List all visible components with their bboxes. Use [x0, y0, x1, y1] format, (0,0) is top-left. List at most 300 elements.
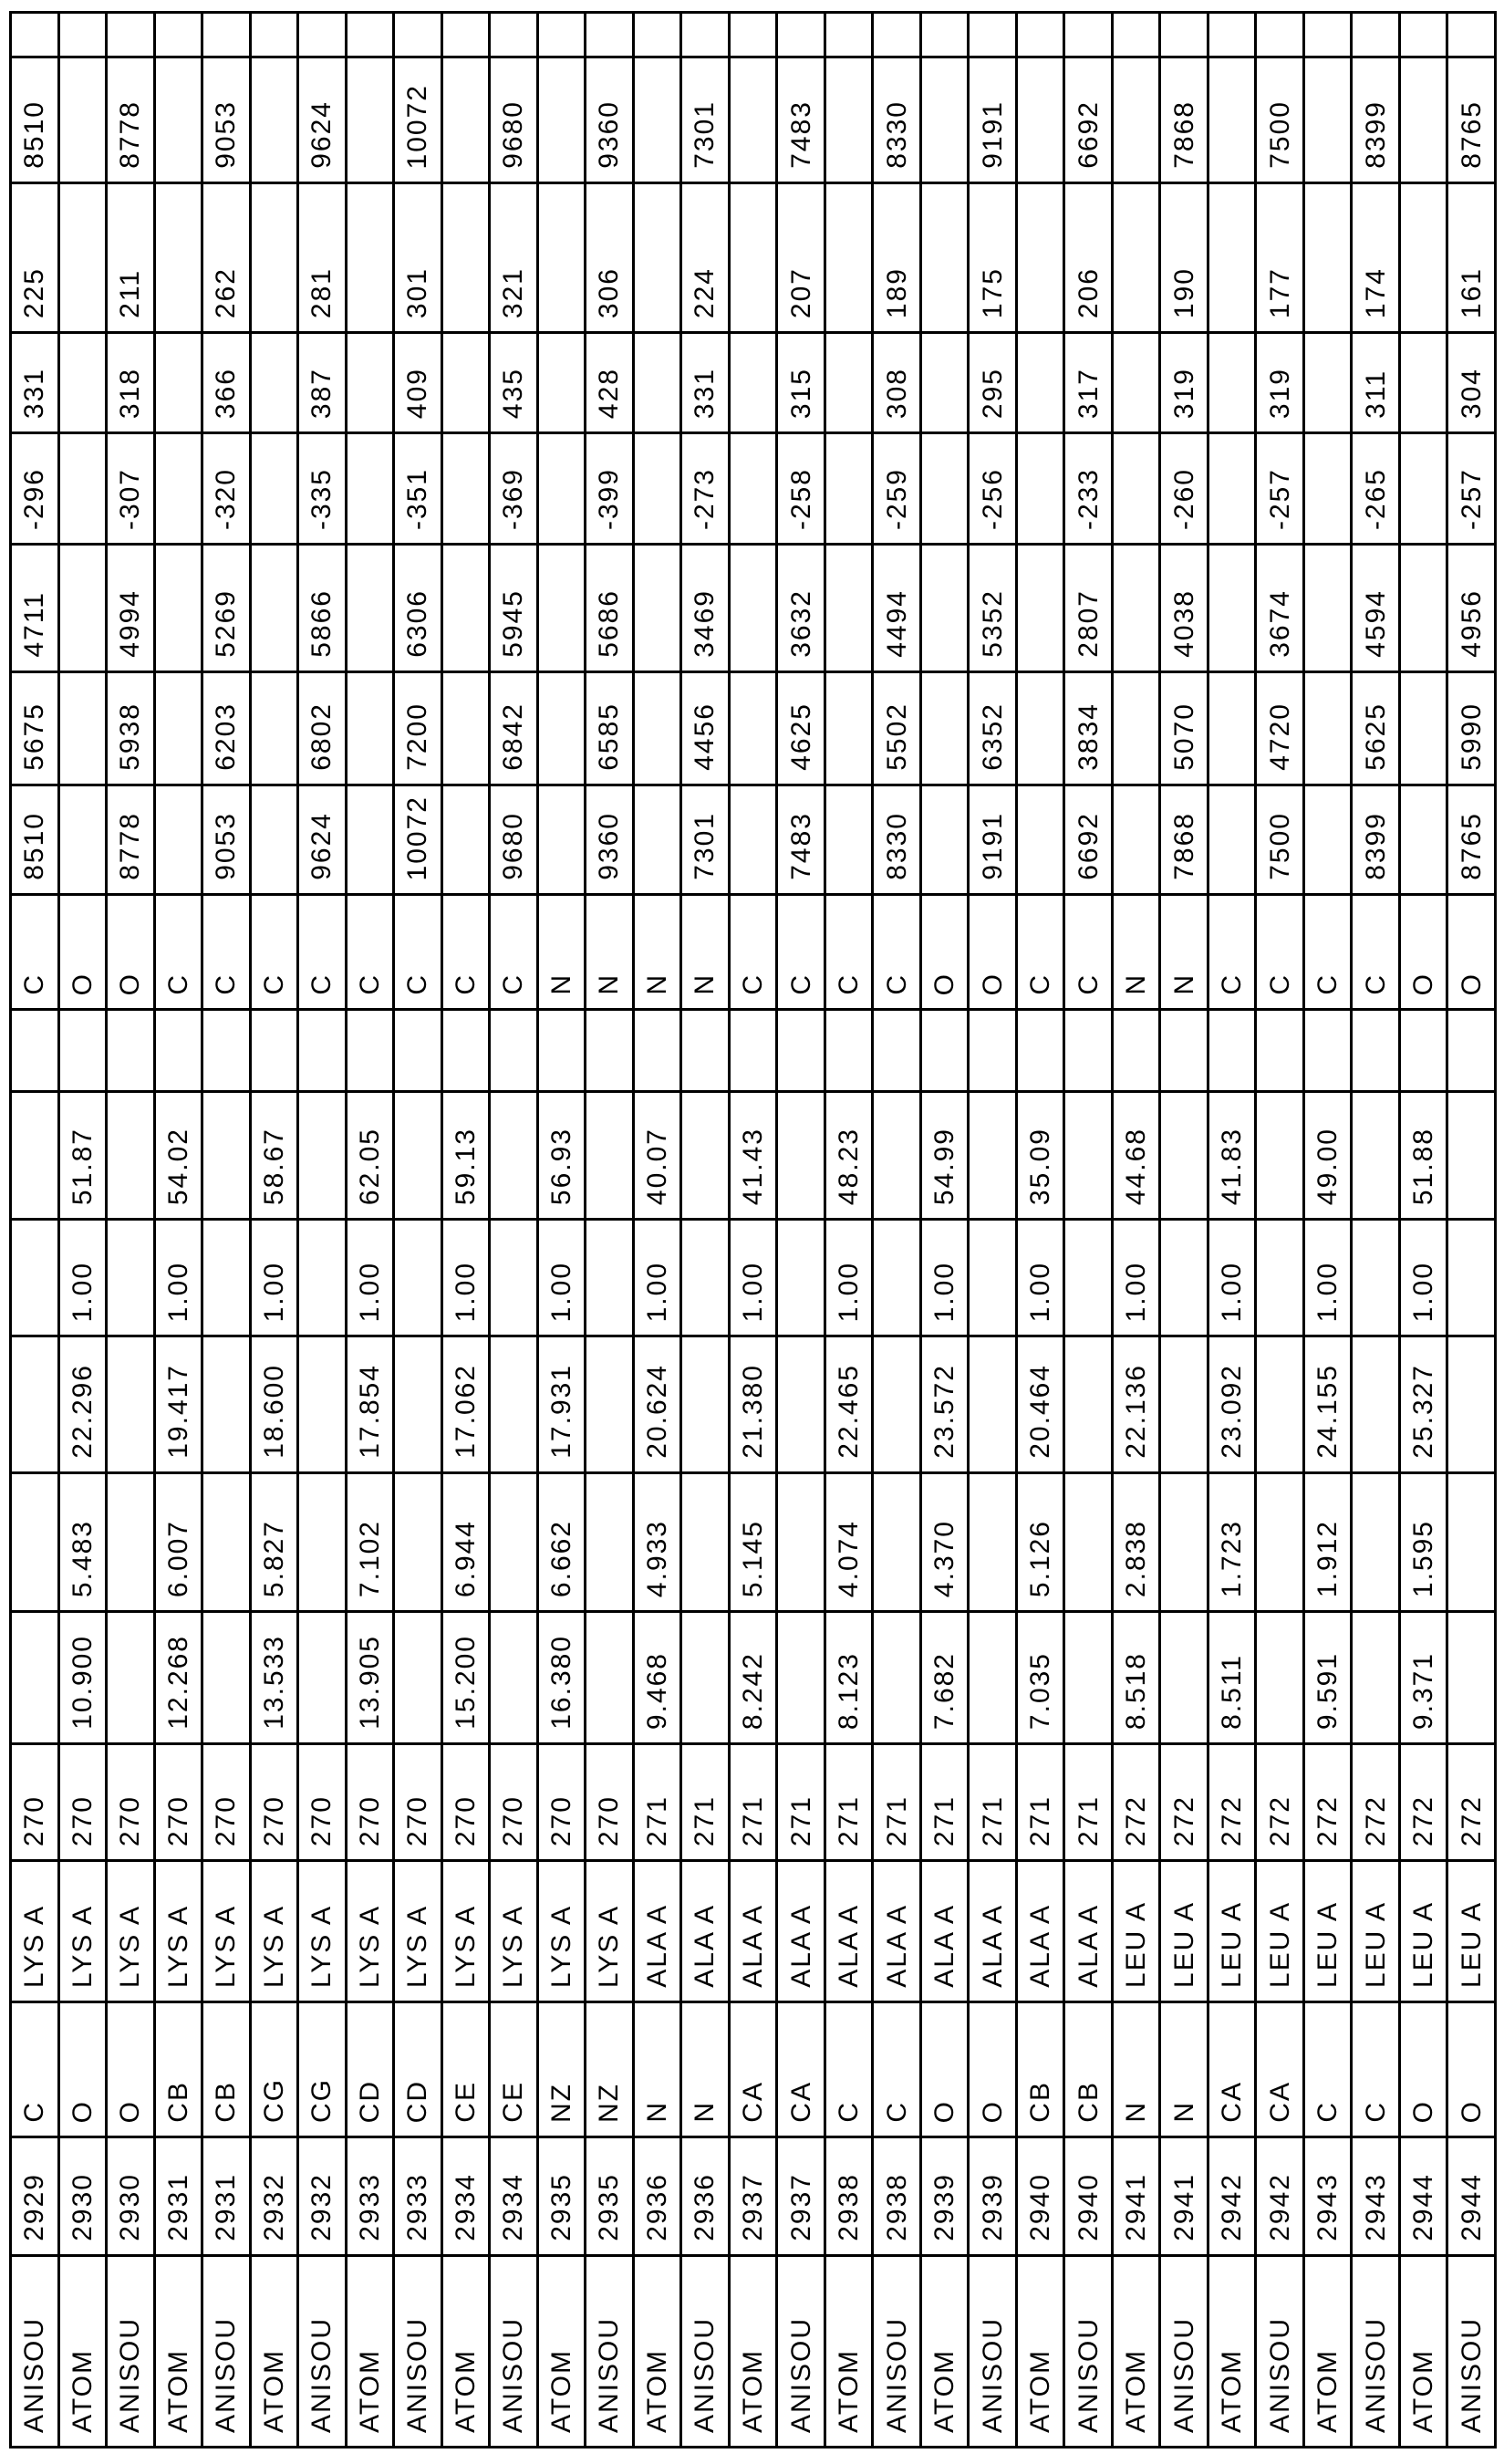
- table-cell: [1302, 786, 1351, 893]
- table-cell: [1207, 1093, 1255, 1218]
- cell-text: 2944: [1456, 2173, 1487, 2241]
- table-cell: [12, 2138, 57, 2254]
- cell-text: 41.83: [1217, 1127, 1248, 1205]
- cell-text: O: [115, 2099, 146, 2123]
- table-cell: [201, 1011, 249, 1090]
- cell-text: O: [67, 2099, 98, 2123]
- table-cell: [392, 1474, 441, 1610]
- cell-text: 5070: [1168, 702, 1199, 771]
- table-cell: [1350, 184, 1398, 331]
- cell-text: LYS A: [498, 1904, 529, 1988]
- table-cell: [1207, 1613, 1255, 1742]
- cell-text: -257: [1264, 467, 1295, 530]
- cell-text: LEU A: [1217, 1900, 1248, 1988]
- table-cell: [824, 2257, 872, 2446]
- table-cell: [1015, 1011, 1063, 1090]
- cell-text: 6.662: [545, 1519, 576, 1597]
- table-cell: [1446, 334, 1494, 431]
- cell-text: 6692: [1073, 812, 1104, 880]
- table-cell: [1398, 2003, 1447, 2136]
- table-cell: [105, 14, 153, 56]
- cell-text: LEU A: [1408, 1900, 1439, 1988]
- table-cell: [1063, 1474, 1111, 1610]
- table-cell: [57, 896, 106, 1008]
- table-cell: [1302, 673, 1351, 784]
- table-cell: [1063, 546, 1111, 671]
- table-cell: [824, 1337, 872, 1471]
- table-cell: [824, 1862, 872, 2001]
- cell-text: 2941: [1168, 2173, 1199, 2241]
- table-cell: [728, 1011, 776, 1090]
- cell-text: 270: [450, 1794, 481, 1846]
- table-cell: [679, 1337, 728, 1471]
- cell-text: 174: [1360, 266, 1391, 318]
- table-cell: [1398, 546, 1447, 671]
- table-cell: [249, 786, 297, 893]
- cell-text: 4994: [115, 589, 146, 658]
- cell-text: -265: [1360, 467, 1391, 530]
- table-cell: [488, 14, 536, 56]
- cell-text: ATOM: [67, 2349, 98, 2433]
- cell-text: 4.933: [641, 1519, 672, 1597]
- table-cell: [345, 334, 393, 431]
- table-cell: [1350, 1337, 1398, 1471]
- table-cell: [1158, 546, 1207, 671]
- table-cell: [632, 2003, 680, 2136]
- table-cell: [345, 1613, 393, 1742]
- table-cell: [57, 14, 106, 56]
- table-cell: [1207, 2003, 1255, 2136]
- table-cell: [1015, 58, 1063, 182]
- table-cell: [632, 1474, 680, 1610]
- table-cell: [1158, 14, 1207, 56]
- table-cell: [12, 673, 57, 784]
- cell-text: 6203: [211, 702, 242, 771]
- cell-text: 2935: [545, 2173, 576, 2241]
- table-cell: [296, 2003, 345, 2136]
- cell-text: 41.43: [737, 1127, 768, 1205]
- cell-text: 9360: [594, 812, 625, 880]
- table-cell: [153, 58, 202, 182]
- table-cell: [824, 1474, 872, 1610]
- table-cell: [153, 1862, 202, 2001]
- table-cell: [296, 58, 345, 182]
- cell-text: -320: [211, 467, 242, 530]
- cell-text: 5686: [594, 589, 625, 658]
- table-cell: [584, 896, 632, 1008]
- cell-text: CA: [1264, 2081, 1295, 2123]
- cell-text: 9.371: [1408, 1651, 1439, 1730]
- cell-text: C: [1217, 973, 1248, 995]
- table-cell: [201, 896, 249, 1008]
- cell-text: ATOM: [1408, 2349, 1439, 2433]
- cell-text: LYS A: [450, 1904, 481, 1988]
- table-cell: [824, 2003, 872, 2136]
- table-cell: [1207, 673, 1255, 784]
- table-cell: [728, 673, 776, 784]
- table-cell: [728, 58, 776, 182]
- cell-text: ANISOU: [785, 2316, 816, 2433]
- table-cell: [1446, 1745, 1494, 1859]
- table-cell: [105, 546, 153, 671]
- table-cell: [584, 1011, 632, 1090]
- cell-text: ATOM: [258, 2349, 289, 2433]
- table-cell: [1063, 184, 1111, 331]
- table-cell: [967, 2138, 1015, 2254]
- table-cell: [536, 58, 585, 182]
- cell-text: 262: [211, 266, 242, 318]
- cell-text: 175: [977, 266, 1008, 318]
- table-cell: [1207, 1337, 1255, 1471]
- table-cell: [57, 2138, 106, 2254]
- table-cell: [12, 786, 57, 893]
- table-cell: [584, 2257, 632, 2446]
- table-cell: [1015, 1474, 1063, 1610]
- table-cell: [153, 2003, 202, 2136]
- cell-text: 9624: [306, 812, 337, 880]
- cell-text: -369: [498, 467, 529, 530]
- table-cell: [1398, 334, 1447, 431]
- cell-text: 8330: [881, 100, 912, 169]
- cell-text: 59.13: [450, 1127, 481, 1205]
- cell-text: 271: [1025, 1794, 1056, 1846]
- table-cell: [679, 786, 728, 893]
- cell-text: ATOM: [1217, 2349, 1248, 2433]
- table-cell: [1446, 1093, 1494, 1218]
- cell-text: CB: [211, 2081, 242, 2123]
- table-cell: [871, 434, 919, 543]
- table-cell: [1254, 2257, 1302, 2446]
- table-cell: [584, 334, 632, 431]
- table-cell: [584, 1613, 632, 1742]
- cell-text: 2941: [1121, 2173, 1152, 2241]
- table-cell: [441, 786, 489, 893]
- table-cell: [536, 1093, 585, 1218]
- cell-text: 9053: [211, 812, 242, 880]
- cell-text: 319: [1168, 367, 1199, 419]
- cell-text: 13.533: [258, 1635, 289, 1730]
- cell-text: 4038: [1168, 589, 1199, 658]
- table-cell: [1398, 2257, 1447, 2446]
- cell-text: 1.00: [929, 1261, 960, 1322]
- cell-text: 8330: [881, 812, 912, 880]
- table-cell: [871, 1337, 919, 1471]
- cell-text: ATOM: [641, 2349, 672, 2433]
- cell-text: 1.912: [1312, 1519, 1343, 1597]
- table-cell: [536, 2257, 585, 2446]
- cell-text: C: [785, 973, 816, 995]
- table-cell: [728, 334, 776, 431]
- cell-text: 7500: [1264, 100, 1295, 169]
- cell-text: -258: [785, 467, 816, 530]
- cell-text: -296: [19, 467, 50, 530]
- table-cell: [919, 1745, 968, 1859]
- table-cell: [392, 786, 441, 893]
- cell-text: LEU A: [1264, 1900, 1295, 1988]
- cell-text: 51.87: [67, 1127, 98, 1205]
- table-cell: [296, 184, 345, 331]
- table-cell: [632, 1011, 680, 1090]
- table-cell: [1111, 434, 1159, 543]
- cell-text: 17.854: [354, 1364, 385, 1459]
- cell-text: 3834: [1073, 702, 1104, 771]
- table-cell: [775, 1474, 824, 1610]
- table-cell: [536, 1221, 585, 1335]
- table-cell: [296, 896, 345, 1008]
- cell-text: 9.591: [1312, 1651, 1343, 1730]
- table-cell: [584, 58, 632, 182]
- cell-text: C: [354, 973, 385, 995]
- table-cell: [824, 1221, 872, 1335]
- table-cell: [296, 2257, 345, 2446]
- cell-text: 270: [498, 1794, 529, 1846]
- table-cell: [392, 2003, 441, 2136]
- table-cell: [57, 1862, 106, 2001]
- cell-text: ANISOU: [402, 2316, 433, 2433]
- table-cell: [1111, 58, 1159, 182]
- table-cell: [392, 1745, 441, 1859]
- table-row-residue: [12, 1859, 1494, 2001]
- cell-text: O: [977, 2099, 1008, 2123]
- table-cell: [1015, 2257, 1063, 2446]
- cell-text: 44.68: [1121, 1127, 1152, 1205]
- table-cell: [441, 14, 489, 56]
- cell-text: 319: [1264, 367, 1295, 419]
- table-cell: [1063, 1862, 1111, 2001]
- table-cell: [1015, 673, 1063, 784]
- table-cell: [1446, 434, 1494, 543]
- table-cell: [1207, 786, 1255, 893]
- table-cell: [967, 2257, 1015, 2446]
- table-cell: [1302, 546, 1351, 671]
- table-cell: [441, 546, 489, 671]
- cell-text: ANISOU: [690, 2316, 721, 2433]
- table-cell: [1398, 1862, 1447, 2001]
- cell-text: 271: [881, 1794, 912, 1846]
- table-cell: [871, 184, 919, 331]
- cell-text: C: [1264, 973, 1295, 995]
- cell-text: 272: [1217, 1794, 1248, 1846]
- table-cell: [345, 673, 393, 784]
- cell-text: C: [1312, 973, 1343, 995]
- table-cell: [919, 2003, 968, 2136]
- table-cell: [632, 1093, 680, 1218]
- table-cell: [249, 1337, 297, 1471]
- table-cell: [345, 786, 393, 893]
- table-cell: [1350, 1221, 1398, 1335]
- cell-text: 23.092: [1217, 1364, 1248, 1459]
- cell-text: C: [402, 973, 433, 995]
- table-cell: [392, 184, 441, 331]
- table-cell: [201, 1221, 249, 1335]
- table-cell: [1302, 1474, 1351, 1610]
- table-cell: [12, 1011, 57, 1090]
- cell-text: 1.00: [641, 1261, 672, 1322]
- table-cell: [296, 1613, 345, 1742]
- cell-text: 7868: [1168, 100, 1199, 169]
- table-cell: [967, 434, 1015, 543]
- table-cell: [1254, 2138, 1302, 2254]
- table-cell: [1207, 58, 1255, 182]
- table-cell: [584, 1474, 632, 1610]
- table-cell: [345, 1093, 393, 1218]
- table-cell: [967, 546, 1015, 671]
- cell-text: 1.00: [1312, 1261, 1343, 1322]
- table-cell: [775, 58, 824, 182]
- table-cell: [1350, 2138, 1398, 2254]
- cell-text: 4956: [1456, 589, 1487, 658]
- cell-text: 1.00: [1025, 1261, 1056, 1322]
- table-cell: [967, 1093, 1015, 1218]
- cell-text: 2939: [929, 2173, 960, 2241]
- table-cell: [488, 2138, 536, 2254]
- cell-text: 1.00: [450, 1261, 481, 1322]
- table-cell: [728, 896, 776, 1008]
- table-cell: [57, 334, 106, 431]
- table-cell: [584, 184, 632, 331]
- cell-text: 270: [402, 1794, 433, 1846]
- table-cell: [153, 2138, 202, 2254]
- table-cell: [871, 2257, 919, 2446]
- table-cell: [1207, 1474, 1255, 1610]
- cell-text: C: [834, 973, 865, 995]
- cell-text: 16.380: [545, 1635, 576, 1730]
- table-cell: [1254, 673, 1302, 784]
- table-cell: [488, 1011, 536, 1090]
- table-cell: [1111, 786, 1159, 893]
- cell-text: 9680: [498, 100, 529, 169]
- table-cell: [824, 334, 872, 431]
- table-cell: [632, 1862, 680, 2001]
- cell-text: -259: [881, 467, 912, 530]
- cell-text: 40.07: [641, 1127, 672, 1205]
- cell-text: 2942: [1264, 2173, 1295, 2241]
- cell-text: CE: [498, 2081, 529, 2123]
- cell-text: 8.242: [737, 1651, 768, 1730]
- table-cell: [105, 2257, 153, 2446]
- table-cell: [919, 334, 968, 431]
- table-cell: [12, 1745, 57, 1859]
- table-cell: [871, 673, 919, 784]
- cell-text: CA: [785, 2081, 816, 2123]
- table-cell: [296, 786, 345, 893]
- cell-text: 190: [1168, 266, 1199, 318]
- table-cell: [679, 14, 728, 56]
- table-cell: [871, 1093, 919, 1218]
- table-cell: [1158, 184, 1207, 331]
- table-cell: [679, 673, 728, 784]
- cell-text: 12.268: [162, 1635, 193, 1730]
- table-cell: [1254, 1221, 1302, 1335]
- table-cell: [728, 546, 776, 671]
- table-cell: [105, 673, 153, 784]
- table-cell: [1207, 896, 1255, 1008]
- table-cell: [1254, 896, 1302, 1008]
- table-cell: [345, 546, 393, 671]
- cell-text: 49.00: [1312, 1127, 1343, 1205]
- table-cell: [1158, 2257, 1207, 2446]
- table-cell: [1350, 1011, 1398, 1090]
- table-cell: [57, 2003, 106, 2136]
- cell-text: 18.600: [258, 1364, 289, 1459]
- cell-text: ALA A: [737, 1904, 768, 1988]
- cell-text: LEU A: [1121, 1900, 1152, 1988]
- table-cell: [57, 1745, 106, 1859]
- cell-text: 311: [1360, 369, 1391, 419]
- cell-text: 2930: [67, 2173, 98, 2241]
- table-cell: [632, 1613, 680, 1742]
- table-cell: [441, 1011, 489, 1090]
- cell-text: 22.136: [1121, 1364, 1152, 1459]
- table-cell: [679, 2138, 728, 2254]
- table-cell: [775, 896, 824, 1008]
- cell-text: 9680: [498, 812, 529, 880]
- table-cell: [1015, 786, 1063, 893]
- cell-text: ATOM: [834, 2349, 865, 2433]
- table-cell: [1350, 546, 1398, 671]
- table-cell: [967, 1337, 1015, 1471]
- table-cell: [249, 434, 297, 543]
- table-cell: [775, 14, 824, 56]
- table-cell: [488, 786, 536, 893]
- table-cell: [775, 334, 824, 431]
- cell-text: 2931: [162, 2173, 193, 2241]
- table-cell: [536, 1337, 585, 1471]
- cell-text: 2943: [1312, 2173, 1343, 2241]
- table-cell: [1254, 2003, 1302, 2136]
- table-cell: [679, 1011, 728, 1090]
- table-cell: [249, 1011, 297, 1090]
- table-cell: [1398, 1221, 1447, 1335]
- table-cell: [919, 14, 968, 56]
- table-row-serial: [12, 2136, 1494, 2254]
- cell-text: 7868: [1168, 812, 1199, 880]
- table-cell: [105, 434, 153, 543]
- table-cell: [1254, 1862, 1302, 2001]
- cell-text: 272: [1312, 1794, 1343, 1846]
- table-cell: [679, 1613, 728, 1742]
- table-cell: [392, 14, 441, 56]
- table-cell: [201, 1613, 249, 1742]
- table-cell: [919, 673, 968, 784]
- cell-text: -273: [690, 467, 721, 530]
- cell-text: 8399: [1360, 100, 1391, 169]
- table-cell: [249, 334, 297, 431]
- table-row-blank_top: [12, 14, 1494, 56]
- table-cell: [1063, 1011, 1111, 1090]
- table-cell: [1111, 1613, 1159, 1742]
- table-cell: [1398, 786, 1447, 893]
- table-cell: [1302, 2003, 1351, 2136]
- table-cell: [296, 14, 345, 56]
- cell-text: CB: [1073, 2081, 1104, 2123]
- table-cell: [632, 1745, 680, 1859]
- cell-text: 2937: [737, 2173, 768, 2241]
- table-cell: [441, 1474, 489, 1610]
- cell-text: 17.931: [545, 1364, 576, 1459]
- cell-text: 1.00: [162, 1261, 193, 1322]
- table-cell: [775, 2257, 824, 2446]
- table-cell: [824, 546, 872, 671]
- cell-text: 2932: [306, 2173, 337, 2241]
- cell-text: ANISOU: [115, 2316, 146, 2433]
- table-cell: [584, 1337, 632, 1471]
- cell-text: 9053: [211, 100, 242, 169]
- table-cell: [249, 1862, 297, 2001]
- cell-text: 272: [1168, 1794, 1199, 1846]
- table-cell: [728, 184, 776, 331]
- table-cell: [1446, 184, 1494, 331]
